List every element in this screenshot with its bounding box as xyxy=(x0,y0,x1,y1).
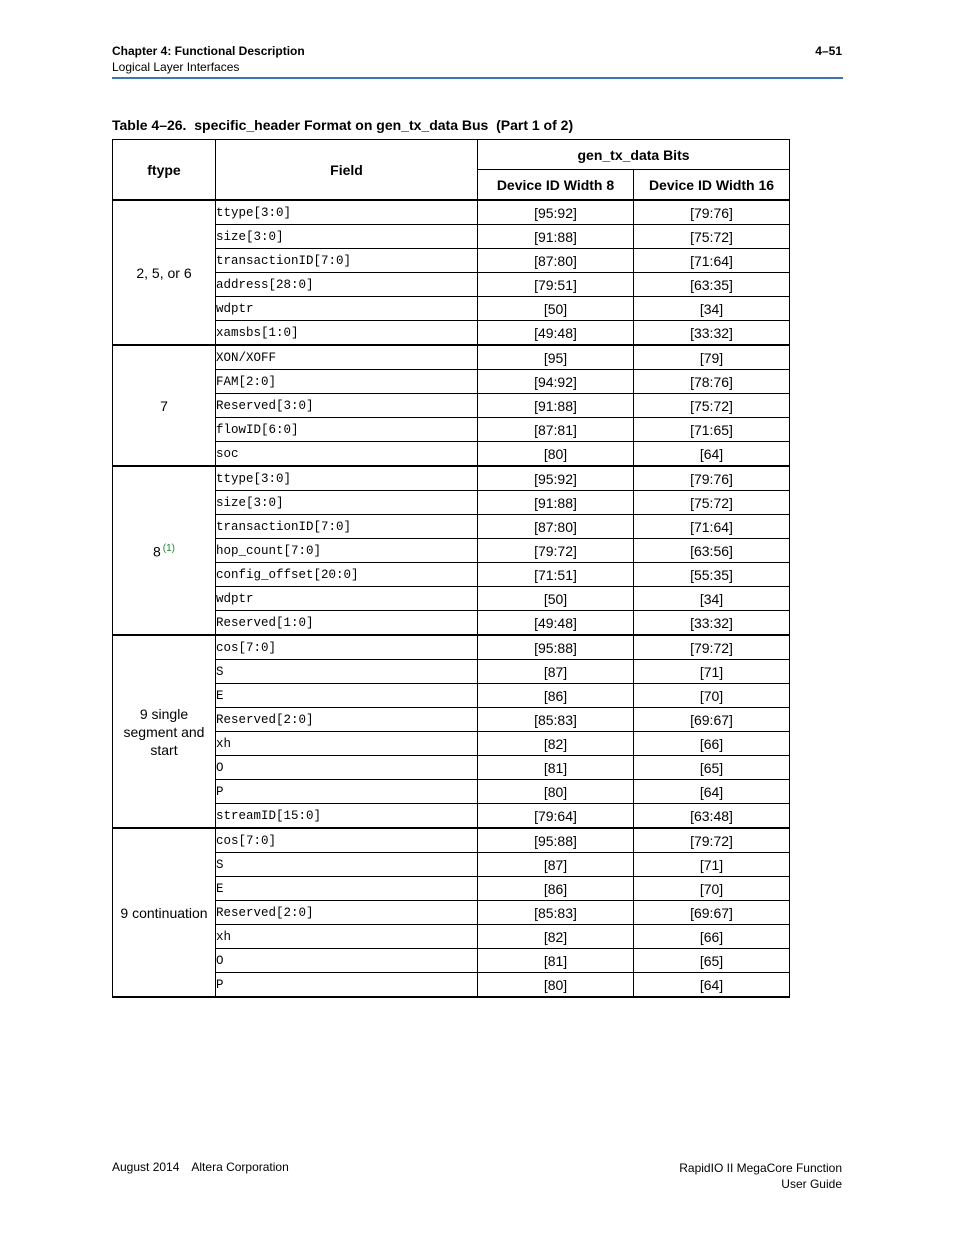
width8-cell: [95:92] xyxy=(478,200,634,225)
field-cell: wdptr xyxy=(216,297,478,321)
width8-cell: [91:88] xyxy=(478,394,634,418)
width8-cell: [87] xyxy=(478,660,634,684)
field-cell: size[3:0] xyxy=(216,491,478,515)
field-cell: Reserved[1:0] xyxy=(216,611,478,636)
field-cell: size[3:0] xyxy=(216,225,478,249)
table-row xyxy=(113,635,790,660)
width16-cell: [71:65] xyxy=(634,418,790,442)
width8-cell: [87:80] xyxy=(478,515,634,539)
field-cell: config_offset[20:0] xyxy=(216,563,478,587)
width8-cell: [94:92] xyxy=(478,370,634,394)
width16-cell: [71:64] xyxy=(634,515,790,539)
field-cell: O xyxy=(216,756,478,780)
field-cell: transactionID[7:0] xyxy=(216,249,478,273)
width16-cell: [65] xyxy=(634,756,790,780)
field-cell: cos[7:0] xyxy=(216,828,478,853)
width8-cell: [49:48] xyxy=(478,611,634,636)
width16-cell: [71] xyxy=(634,853,790,877)
col-header-width8: Device ID Width 8 xyxy=(478,170,634,201)
width8-cell: [79:72] xyxy=(478,539,634,563)
field-cell: E xyxy=(216,877,478,901)
field-cell: Reserved[3:0] xyxy=(216,394,478,418)
field-cell: FAM[2:0] xyxy=(216,370,478,394)
footer-left xyxy=(112,1160,289,1174)
field-cell: xh xyxy=(216,925,478,949)
width16-cell: [79:72] xyxy=(634,635,790,660)
table-row xyxy=(113,466,790,491)
width8-cell: [95:92] xyxy=(478,466,634,491)
width16-cell: [79] xyxy=(634,345,790,370)
field-cell: E xyxy=(216,684,478,708)
width16-cell: [78:76] xyxy=(634,370,790,394)
width8-cell: [79:64] xyxy=(478,804,634,829)
footer-date: August 2014 xyxy=(112,1160,180,1174)
width16-cell: [34] xyxy=(634,587,790,611)
width8-cell: [95:88] xyxy=(478,828,634,853)
width16-cell: [79:72] xyxy=(634,828,790,853)
field-cell: ttype[3:0] xyxy=(216,200,478,225)
width16-cell: [64] xyxy=(634,780,790,804)
field-cell: flowID[6:0] xyxy=(216,418,478,442)
width8-cell: [82] xyxy=(478,925,634,949)
width16-cell: [63:35] xyxy=(634,273,790,297)
width8-cell: [79:51] xyxy=(478,273,634,297)
width8-cell: [81] xyxy=(478,949,634,973)
field-cell: soc xyxy=(216,442,478,467)
ftype-value: 8 xyxy=(152,543,161,560)
chapter-title: Chapter 4: Functional Description xyxy=(112,44,305,58)
field-cell: XON/XOFF xyxy=(216,345,478,370)
width16-cell: [65] xyxy=(634,949,790,973)
footnote-ref-link[interactable]: (1) xyxy=(162,543,176,555)
field-cell: hop_count[7:0] xyxy=(216,539,478,563)
width16-cell: [63:48] xyxy=(634,804,790,829)
col-header-gen-tx-data-bits: gen_tx_data Bits xyxy=(478,140,790,170)
table-row xyxy=(113,345,790,370)
width16-cell: [64] xyxy=(634,973,790,998)
table-caption: Table 4–26. specific_header Format on gen_tx_data Bus (Part 1 of 2) xyxy=(112,117,574,133)
table-row xyxy=(113,200,790,225)
width16-cell: [33:32] xyxy=(634,611,790,636)
header-rule xyxy=(112,77,843,79)
col-header-field: Field xyxy=(216,140,478,201)
field-cell: transactionID[7:0] xyxy=(216,515,478,539)
width8-cell: [87:81] xyxy=(478,418,634,442)
width16-cell: [70] xyxy=(634,684,790,708)
ftype-cell xyxy=(113,828,216,997)
table-body xyxy=(113,200,790,997)
field-cell: P xyxy=(216,780,478,804)
width8-cell: [91:88] xyxy=(478,225,634,249)
width16-cell: [69:67] xyxy=(634,708,790,732)
width8-cell: [91:88] xyxy=(478,491,634,515)
width8-cell: [80] xyxy=(478,780,634,804)
width8-cell: [95:88] xyxy=(478,635,634,660)
width8-cell: [50] xyxy=(478,587,634,611)
field-cell: address[28:0] xyxy=(216,273,478,297)
width8-cell: [86] xyxy=(478,684,634,708)
width16-cell: [75:72] xyxy=(634,491,790,515)
width16-cell: [79:76] xyxy=(634,466,790,491)
section-title: Logical Layer Interfaces xyxy=(112,60,240,74)
footer-doc-title: RapidIO II MegaCore Function xyxy=(679,1161,842,1175)
col-header-ftype: ftype xyxy=(113,140,216,201)
width16-cell: [71:64] xyxy=(634,249,790,273)
width16-cell: [34] xyxy=(634,297,790,321)
page-number: 4–51 xyxy=(815,44,842,58)
field-cell: xamsbs[1:0] xyxy=(216,321,478,346)
width16-cell: [66] xyxy=(634,732,790,756)
width16-cell: [69:67] xyxy=(634,901,790,925)
width16-cell: [63:56] xyxy=(634,539,790,563)
width8-cell: [95] xyxy=(478,345,634,370)
width8-cell: [85:83] xyxy=(478,901,634,925)
width16-cell: [75:72] xyxy=(634,225,790,249)
table-row xyxy=(113,828,790,853)
field-cell: S xyxy=(216,660,478,684)
field-cell: S xyxy=(216,853,478,877)
width16-cell: [33:32] xyxy=(634,321,790,346)
ftype-cell xyxy=(113,345,216,466)
width8-cell: [80] xyxy=(478,973,634,998)
field-cell: cos[7:0] xyxy=(216,635,478,660)
width16-cell: [71] xyxy=(634,660,790,684)
width8-cell: [87:80] xyxy=(478,249,634,273)
field-cell: wdptr xyxy=(216,587,478,611)
width8-cell: [85:83] xyxy=(478,708,634,732)
width16-cell: [64] xyxy=(634,442,790,467)
field-cell: Reserved[2:0] xyxy=(216,901,478,925)
width8-cell: [50] xyxy=(478,297,634,321)
width16-cell: [79:76] xyxy=(634,200,790,225)
footer-right xyxy=(679,1160,842,1192)
ftype-value: 7 xyxy=(160,397,168,414)
ftype-value: 9 continuation xyxy=(120,904,208,921)
field-cell: O xyxy=(216,949,478,973)
width8-cell: [86] xyxy=(478,877,634,901)
width8-cell: [80] xyxy=(478,442,634,467)
width8-cell: [87] xyxy=(478,853,634,877)
ftype-cell xyxy=(113,635,216,828)
width16-cell: [70] xyxy=(634,877,790,901)
col-header-width16: Device ID Width 16 xyxy=(634,170,790,201)
specific-header-table xyxy=(112,139,790,998)
width8-cell: [82] xyxy=(478,732,634,756)
width16-cell: [75:72] xyxy=(634,394,790,418)
ftype-cell xyxy=(113,200,216,345)
ftype-cell xyxy=(113,466,216,635)
field-cell: xh xyxy=(216,732,478,756)
width8-cell: [71:51] xyxy=(478,563,634,587)
field-cell: P xyxy=(216,973,478,998)
field-cell: Reserved[2:0] xyxy=(216,708,478,732)
running-header xyxy=(112,43,305,75)
width16-cell: [55:35] xyxy=(634,563,790,587)
ftype-value: 9 single segment and start xyxy=(123,705,205,758)
ftype-value: 2, 5, or 6 xyxy=(136,264,192,281)
footer-company: Altera Corporation xyxy=(191,1160,289,1174)
field-cell: streamID[15:0] xyxy=(216,804,478,829)
width8-cell: [81] xyxy=(478,756,634,780)
footer-doc-subtitle: User Guide xyxy=(781,1177,842,1191)
width8-cell: [49:48] xyxy=(478,321,634,346)
width16-cell: [66] xyxy=(634,925,790,949)
field-cell: ttype[3:0] xyxy=(216,466,478,491)
